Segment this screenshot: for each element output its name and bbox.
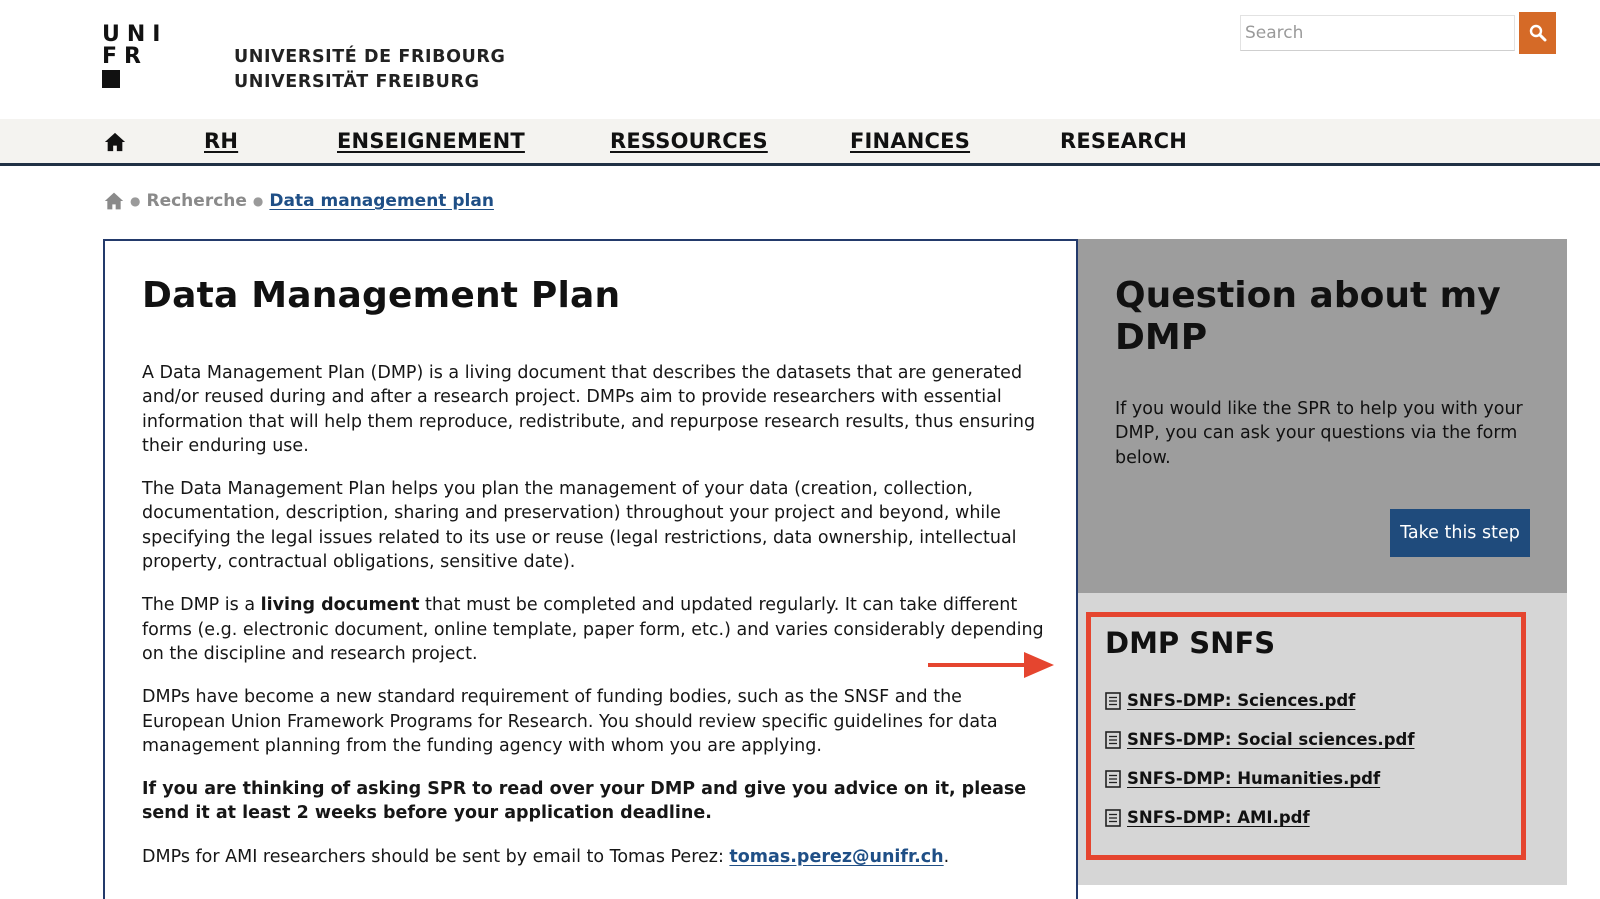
home-icon[interactable] (104, 131, 126, 153)
document-icon (1105, 731, 1121, 749)
search-button[interactable] (1519, 12, 1556, 54)
paragraph-living-document (142, 593, 1047, 666)
file-link-label: SNFS-DMP: Humanities.pdf (1127, 769, 1381, 788)
nav-item-ressources[interactable]: RESSOURCES (610, 129, 768, 153)
breadcrumb-recherche[interactable]: Recherche (146, 191, 247, 211)
university-name-fr: UNIVERSITÉ DE FRIBOURG (234, 47, 506, 67)
nav-item-enseignement[interactable]: ENSEIGNEMENT (337, 129, 525, 153)
file-link-label: SNFS-DMP: Social sciences.pdf (1127, 730, 1415, 749)
search-input[interactable] (1240, 15, 1515, 51)
document-icon (1105, 770, 1121, 788)
breadcrumb-separator: ● (130, 194, 141, 208)
university-logo[interactable] (102, 22, 168, 92)
paragraph-funding: DMPs have become a new standard requirement of funding bodies, such as the SNSF and the European Union Framework Programs for Research. You should review specific guidelines for data management planning from the funding agency with whom you are applying. (142, 687, 998, 756)
logo-square (102, 70, 120, 88)
document-icon (1105, 809, 1121, 827)
paragraph-intro: A Data Management Plan (DMP) is a living document that describes the datasets that are generated and/or reused during and after a research project. DMPs aim to provide researchers with essential information that will help them reproduce, redistribute, and repurpose research results, thus ensuring their enduring use. (142, 363, 1036, 456)
paragraph-purpose: The Data Management Plan helps you plan the management of your data (creation, collection, documentation, description, sharing and preservation) throughout your project and beyond, while specifying the legal issues related to its use or reuse (legal restrictions, data ownership, intellectual property, contractual obligations, sensitive date). (142, 479, 1017, 573)
paragraph-contact (142, 845, 1047, 869)
file-link-ami[interactable] (1105, 808, 1310, 827)
breadcrumb-home-icon[interactable] (104, 191, 124, 211)
nav-item-rh[interactable]: RH (204, 129, 239, 153)
breadcrumb-current[interactable]: Data management plan (269, 191, 494, 211)
deadline-notice: If you are thinking of asking SPR to read over your DMP and give you advice on it, please send it at least 2 weeks before your application deadline. (142, 779, 1027, 824)
contact-period: . (943, 846, 950, 867)
file-link-label: SNFS-DMP: AMI.pdf (1127, 808, 1310, 827)
file-link-label: SNFS-DMP: Sciences.pdf (1127, 691, 1356, 710)
dmp-snfs-box (1086, 612, 1526, 860)
page-title: Data Management Plan (142, 275, 621, 316)
search-icon (1529, 24, 1547, 42)
paragraph-deadline (142, 777, 1047, 826)
file-link-social-sciences[interactable] (1105, 730, 1415, 749)
breadcrumb (104, 189, 494, 213)
question-text: If you would like the SPR to help you with your DMP, you can ask your questions via the form below. (1115, 399, 1523, 468)
university-name[interactable] (234, 45, 505, 95)
question-title: Question about my DMP (1115, 275, 1501, 358)
p3-bold: living document (260, 595, 420, 616)
file-link-sciences[interactable] (1105, 691, 1355, 710)
snfs-title: DMP SNFS (1105, 626, 1276, 660)
breadcrumb-separator: ● (252, 194, 264, 208)
file-link-humanities[interactable] (1105, 769, 1380, 788)
main-content (103, 239, 1078, 899)
document-icon (1105, 692, 1121, 710)
university-name-de: UNIVERSITÄT FREIBURG (234, 72, 480, 92)
nav-item-finances[interactable]: FINANCES (850, 129, 971, 153)
main-navigation (0, 119, 1600, 166)
annotation-arrow-icon (928, 650, 1056, 680)
article-body (142, 361, 1047, 888)
logo-line-1: UNI (102, 22, 168, 47)
contact-email-link[interactable]: tomas.perez@unifr.ch (729, 846, 944, 867)
question-panel (1078, 239, 1567, 593)
take-this-step-button[interactable]: Take this step (1390, 509, 1530, 557)
nav-item-research[interactable]: RESEARCH (1060, 129, 1187, 153)
p3-post: that must be completed and updated regularly. It can take different forms (e.g. electronic document, online template, paper form, etc.) and varies considerably depending on the discipline and research project. (142, 595, 1044, 664)
contact-text: DMPs for AMI researchers should be sent by email to Tomas Perez: (142, 846, 730, 867)
p3-pre: The DMP is a (142, 595, 261, 616)
logo-line-2: FR (102, 44, 148, 69)
